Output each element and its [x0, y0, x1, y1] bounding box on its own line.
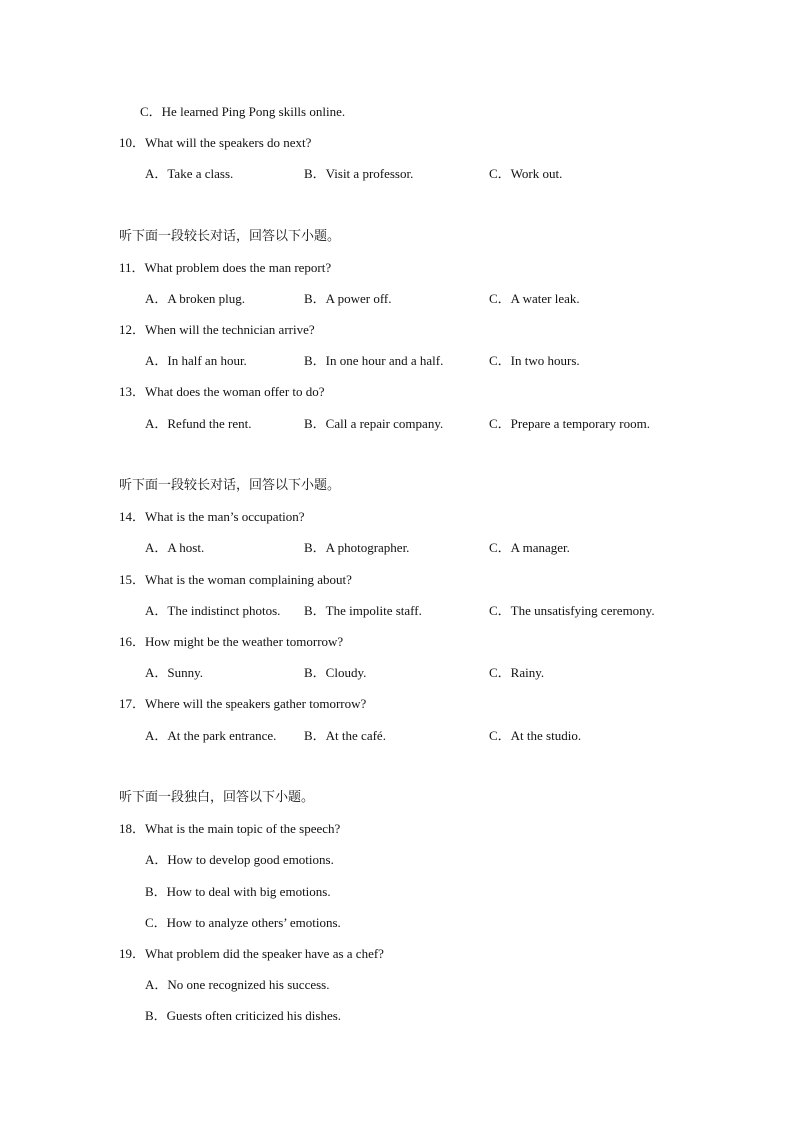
- q12-option-a: A．In half an hour.: [145, 353, 247, 368]
- q15-option-c: C．The unsatisfying ceremony.: [489, 603, 655, 618]
- q14-question: 14．What is the man’s occupation?: [119, 509, 305, 524]
- section-heading-c: 听下面一段独白，回答以下小题。: [119, 790, 315, 805]
- q17-option-b: B．At the café.: [304, 728, 386, 743]
- q16-option-b: B．Cloudy.: [304, 665, 367, 680]
- q9-option-c: C．He learned Ping Pong skills online.: [140, 104, 346, 119]
- q11-option-b: B．A power off.: [304, 291, 392, 306]
- q14-option-b: B．A photographer.: [304, 540, 410, 555]
- q11-option-c: C．A water leak.: [489, 291, 580, 306]
- q10-option-a: A．Take a class.: [145, 166, 234, 181]
- q17-option-c: C．At the studio.: [489, 728, 582, 743]
- q19-question: 19．What problem did the speaker have as a chef?: [119, 946, 384, 961]
- q10-option-c: C．Work out.: [489, 166, 563, 181]
- q15-option-b: B．The impolite staff.: [304, 603, 422, 618]
- section-heading-b: 听下面一段较长对话，回答以下小题。: [119, 478, 341, 493]
- q18-option-c: C．How to analyze others’ emotions.: [145, 915, 341, 930]
- q18-question: 18．What is the main topic of the speech?: [119, 821, 341, 836]
- q15-question: 15．What is the woman complaining about?: [119, 572, 352, 587]
- q13-option-a: A．Refund the rent.: [145, 416, 252, 431]
- q18-option-b: B．How to deal with big emotions.: [145, 884, 331, 899]
- q19-option-a: A．No one recognized his success.: [145, 977, 330, 992]
- q18-option-a: A．How to develop good emotions.: [145, 852, 334, 867]
- q10-option-b: B．Visit a professor.: [304, 166, 414, 181]
- q14-option-a: A．A host.: [145, 540, 205, 555]
- q12-option-c: C．In two hours.: [489, 353, 580, 368]
- q15-option-a: A．The indistinct photos.: [145, 603, 281, 618]
- q16-option-a: A．Sunny.: [145, 665, 204, 680]
- q16-question: 16．How might be the weather tomorrow?: [119, 634, 344, 649]
- q13-option-c: C．Prepare a temporary room.: [489, 416, 651, 431]
- q12-question: 12．When will the technician arrive?: [119, 322, 315, 337]
- q12-option-b: B．In one hour and a half.: [304, 353, 444, 368]
- section-heading-a: 听下面一段较长对话，回答以下小题。: [119, 229, 341, 244]
- q17-option-a: A．At the park entrance.: [145, 728, 277, 743]
- q13-question: 13．What does the woman offer to do?: [119, 384, 325, 399]
- q17-question: 17．Where will the speakers gather tomorrow?: [119, 696, 367, 711]
- q13-option-b: B．Call a repair company.: [304, 416, 444, 431]
- q11-question: 11．What problem does the man report?: [119, 260, 332, 275]
- q11-option-a: A．A broken plug.: [145, 291, 246, 306]
- q19-option-b: B．Guests often criticized his dishes.: [145, 1008, 342, 1023]
- q10-question: 10．What will the speakers do next?: [119, 135, 312, 150]
- q16-option-c: C．Rainy.: [489, 665, 545, 680]
- q14-option-c: C．A manager.: [489, 540, 570, 555]
